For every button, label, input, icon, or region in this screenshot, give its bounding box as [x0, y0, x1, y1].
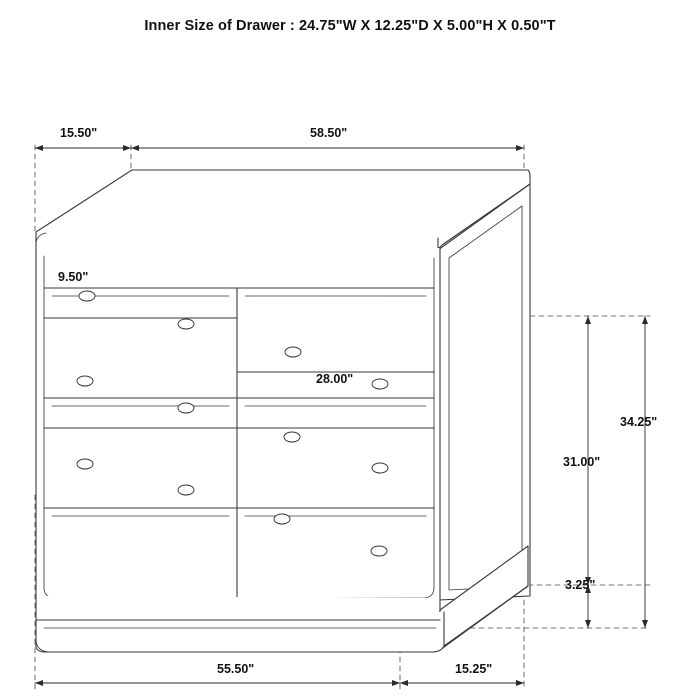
dimension-label-base-height: 3.25" — [565, 578, 596, 592]
dimension-label-width-top: 58.50" — [310, 126, 348, 140]
dimension-label-base-width: 55.50" — [217, 662, 255, 676]
page-title: Inner Size of Drawer : 24.75"W X 12.25"D X 5.00"H X 0.50"T — [144, 18, 556, 34]
dimension-label-drawer-height: 9.50" — [58, 270, 89, 284]
dimension-label-total-height: 34.25" — [620, 415, 658, 429]
dimension-label-drawer-width: 28.00" — [316, 372, 354, 386]
dimension-label-base-depth: 15.25" — [455, 662, 493, 676]
dimension-label-case-height: 31.00" — [563, 455, 601, 469]
dimension-label-depth-top: 15.50" — [60, 126, 98, 140]
